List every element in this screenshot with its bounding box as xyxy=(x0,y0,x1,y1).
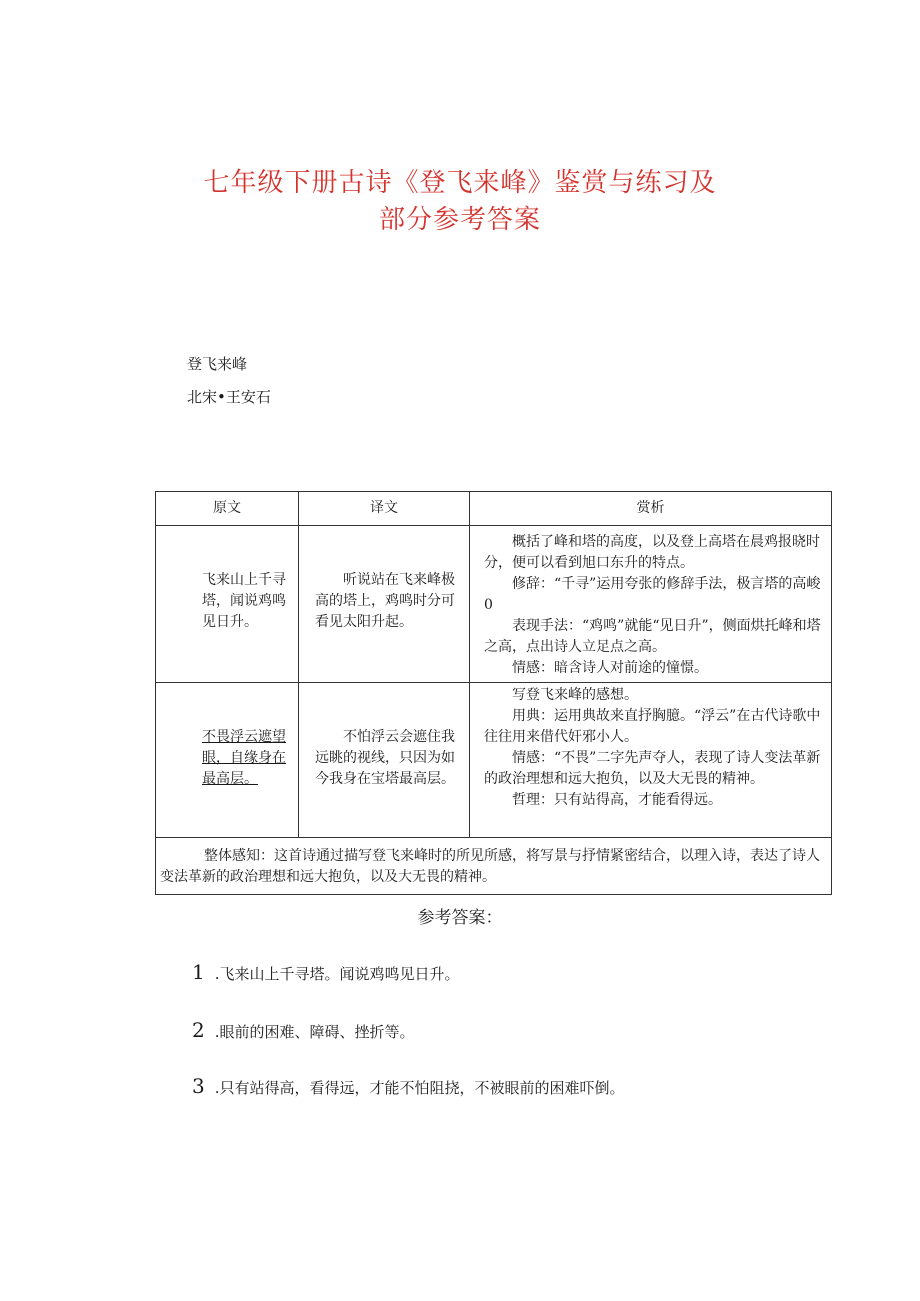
analysis-line: 情感：暗含诗人对前途的憧憬。 xyxy=(512,660,708,676)
answers-title: 参考答案： xyxy=(417,908,503,928)
translation-cell xyxy=(299,526,470,683)
analysis-cell xyxy=(470,526,832,683)
summary-row xyxy=(156,838,832,895)
header-original: 原文 xyxy=(156,492,299,526)
summary-text: 整体感知：这首诗通过描写登飞来峰时的所见所感，将写景与抒情紧密结合，以理入诗，表达了诗人变法革新的政治理想和远大抱负，以及大无畏的精神。 xyxy=(160,848,820,885)
analysis-cell xyxy=(470,683,832,838)
answer-number: 1 xyxy=(192,960,205,984)
answer-number: 3 xyxy=(192,1074,205,1098)
table-header-row xyxy=(156,492,832,526)
analysis-line: 概括了峰和塔的高度，以及登上高塔在晨鸡报晓时分，便可以看到旭口东升的特点。 xyxy=(484,534,820,571)
original-text: 飞来山上千寻塔，闻说鸡鸣见日升。 xyxy=(202,572,286,630)
answer-number: 2 xyxy=(192,1018,205,1042)
poem-author: 北宋•王安石 xyxy=(187,388,271,406)
answer-item xyxy=(192,960,460,984)
document-title-line2: 部分参考答案 xyxy=(378,205,541,235)
translation-text: 听说站在飞来峰极高的塔上，鸡鸣时分可看见太阳升起。 xyxy=(315,572,455,630)
answer-item xyxy=(192,1018,415,1042)
poem-title: 登飞来峰 xyxy=(187,355,248,373)
poem-analysis-table xyxy=(155,491,832,895)
original-cell xyxy=(156,526,299,683)
analysis-line: 情感：“不畏”二字先声夺人，表现了诗人变法革新的政治理想和远大抱负，以及大无畏的精神。 xyxy=(484,750,821,787)
analysis-line: 写登飞来峰的感想。 xyxy=(512,687,638,703)
header-translation: 译文 xyxy=(299,492,470,526)
answer-text: .飞来山上千寻塔。闻说鸡鸣见日升。 xyxy=(214,965,460,983)
document-title-line1: 七年级下册古诗《登飞来峰》鉴赏与练习及 xyxy=(203,168,717,198)
summary-cell xyxy=(156,838,832,895)
header-analysis: 赏析 xyxy=(470,492,832,526)
table-row xyxy=(156,526,832,683)
answer-text: .只有站得高，看得远，才能不怕阻挠，不被眼前的困难吓倒。 xyxy=(214,1079,625,1097)
answer-item xyxy=(192,1074,625,1098)
translation-cell xyxy=(299,683,470,838)
analysis-line: 修辞：“千寻”运用夸张的修辞手法，极言塔的高峻0 xyxy=(484,576,821,613)
analysis-line: 哲理：只有站得高，才能看得远。 xyxy=(512,792,722,808)
analysis-line: 用典：运用典故来直抒胸臆。“浮云”在古代诗歌中往往用来借代奸邪小人。 xyxy=(484,708,821,745)
translation-text: 不怕浮云会遮住我远眺的视线，只因为如今我身在宝塔最高层。 xyxy=(315,729,455,787)
answer-text: .眼前的困难、障碍、挫折等。 xyxy=(214,1023,415,1041)
original-cell xyxy=(156,683,299,838)
table-row xyxy=(156,683,832,838)
original-text: 不畏浮云遮望眼，自缘身在最高层。 xyxy=(202,729,286,787)
analysis-line: 表现手法：“鸡鸣”就能“见日升”，侧面烘托峰和塔之高，点出诗人立足点之高。 xyxy=(484,618,821,655)
